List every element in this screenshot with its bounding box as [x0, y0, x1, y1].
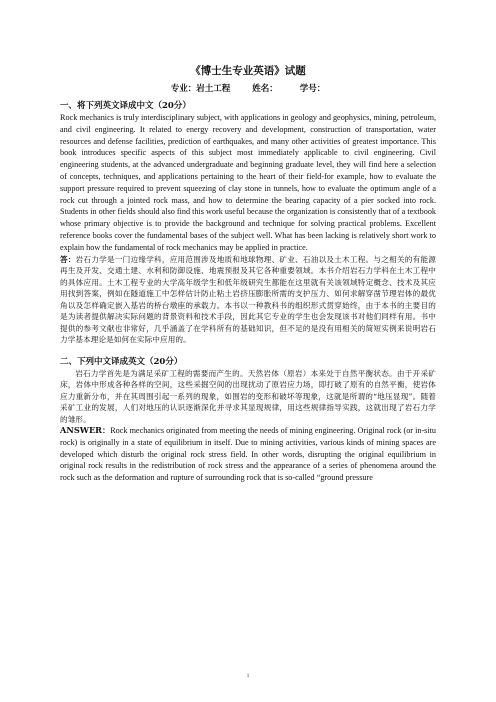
section-1-answer-paragraph [60, 254, 436, 346]
section-spacer [60, 346, 436, 356]
document-content [60, 64, 436, 484]
section-1-english-text: Rock mechanics is truly interdisciplinary subject, with applications in geology and geophysics, mining, petroleum, and civil engineering. It related to energy recovery and development, construction of transportation, water resources and defense facilities, prediction of earthquakes, and many other activities of greatest importance. This book introduces specific aspects of this subject most immediately applicable to civil engineering. Civil engineering students, at the advanced undergraduate and beginning graduate level, they will find here a selection of concepts, techniques, and applications pertaining to the heart of their field-for example, how to evaluate the support pressure required to prevent squeezing of clay stone in tunnels, how to evaluate the optimum angle of a rock cut through a jointed rock mass, and how to determine the bearing capacity of a pier socked into rock. Students in other fields should also find this work useful because the organization is consistently that of a textbook whose primary objective is to provide the background and technique for solving practical problems. Excellent reference books cover the fundamental bases of the subject well. What has been lacking is relatively short work to explain how the fundamental of rock mechanics may be applied in practice. [60, 113, 436, 252]
major-label: 专业：岩土工程 [170, 84, 231, 94]
section-1-answer-text: 岩石力学是一门边缘学科，应用范围涉及地质和地球物理、矿业、石油以及土木工程。与之相关的有能源再生及开发、交通土建、水利和防御设施、地震预报及其它各种重要领域。本书介绍岩石力学科在土木工程中的具体应用。土木工程专业的大学高年级学生和低年级研究生都能在这里就有关该领域特定概念、技术及其应用找到答案，例如在隧道施工中怎样估计防止粘土岩挤压膨胀所需的支护压力、如何求解穿凿节理岩体的最优角以及怎样确定嵌入基岩的桥台墩座的承载力。本书以一种教科书的组织形式贯穿始终，由于本书的主要目的是为读者提供解决实际问题的背景资料和技术手段，因此其它专业的学生也会发现该书对他们同样有用。书中提供的参考文献也非常好，几乎涵盖了在学科所有的基础知识，但不足的是没有用相关的简短实例来说明岩石力学基本理论是如何在实际中应用的。 [60, 254, 436, 345]
section-1-answer-label: 答： [60, 254, 76, 264]
section-1-heading: 一、将下列英文译成中文（20分） [60, 101, 191, 111]
student-info-row [60, 83, 436, 95]
section-2-answer-label: ANSWER： [60, 425, 111, 436]
section-2-heading: 二、下列中文译成英文（20分） [60, 356, 183, 367]
section-2-chinese-text: 岩石力学首先是为满足采矿工程的需要而产生的。天然岩体（原岩）本来处于自然平衡状态。由于开采矿床，岩体中形成各种各样的空间，这些采掘空间的出现扰动了原岩应力场，即打破了原有的自然平衡，使岩体应力重新分布，并在其周围引起一系列的现象，如围岩的变形和破坏等现象，这就是所谓的“地压显现”。随着采矿工业的发展，人们对地压的认识逐渐深化并寻求其显现规律，用这些规律指导实践，这就出现了岩石力学的雏形。 [60, 368, 436, 424]
student-id-label: 学号： [299, 84, 326, 94]
page-title: 《博士生专业英语》试题 [190, 65, 306, 77]
section-2-answer-text: Rock mechanics originated from meeting the needs of mining engineering. Original rock (or in-situ rock) is originally in a state of equilibrium in itself. Due to mining activities, various kinds of mining spaces are developed which disturb the original rock stress field. In other words, disrupting the original equilibrium in original rock results in the redistribution of rock stress and the appearance of a series of phenomena around the rock such as the deformation and rupture of surrounding rock that is so-called “ground pressure [60, 426, 436, 483]
section-2-answer-paragraph [60, 425, 436, 484]
name-label: 姓名： [252, 84, 278, 94]
page-number: 1 [246, 674, 250, 679]
